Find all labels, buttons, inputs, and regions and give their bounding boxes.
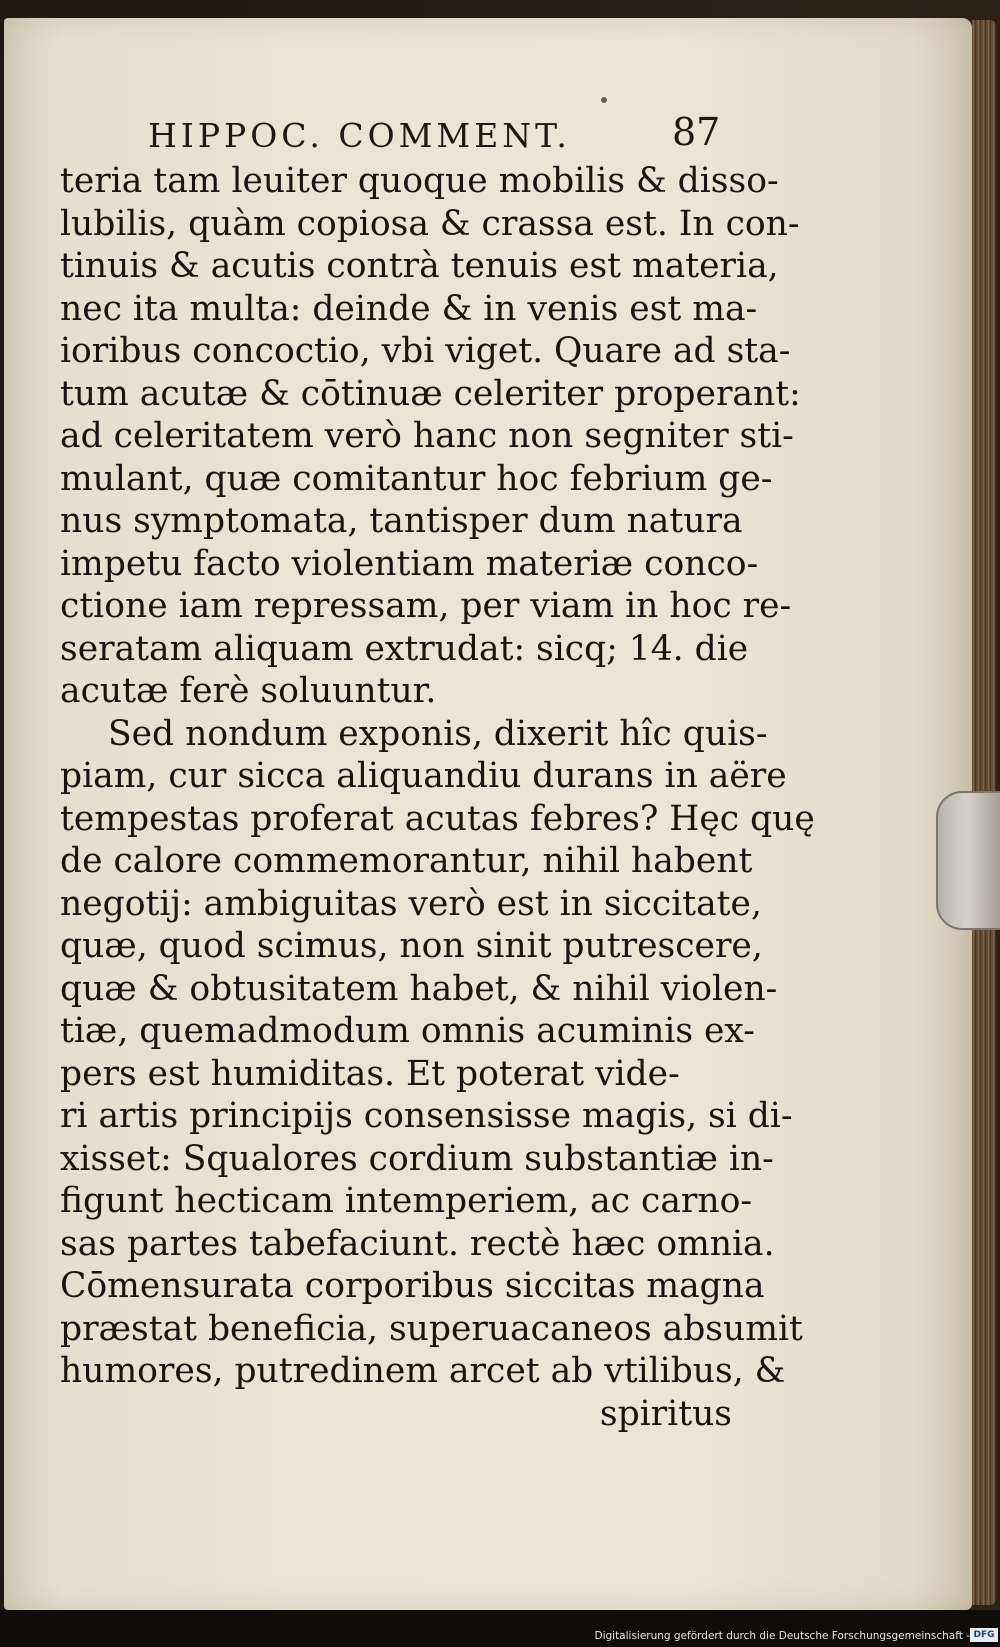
paragraph-start-line: Sed nondum exponis, dixerit hîc quis- <box>108 713 768 754</box>
text-line: quæ, quod scimus, non sinit putrescere, <box>60 926 763 966</box>
text-line: pers est humiditas. Et poterat vide- <box>60 1053 680 1094</box>
text-line: impetu facto violentiam materiæ conco- <box>60 543 759 584</box>
text-line: figunt hecticam intemperiem, ac carno- <box>60 1181 753 1221</box>
text-line: ioribus concoctio, vbi viget. Quare ad sta- <box>60 331 791 371</box>
text-line: teria tam leuiter quoque mobilis & disso- <box>60 161 779 201</box>
page-header <box>148 110 721 162</box>
text-line: ctione iam repressam, per viam in hoc re- <box>60 586 792 626</box>
text-line: seratam aliquam extrudat: sicq; 14. die <box>60 628 749 669</box>
text-line: de calore commemorantur, nihil habent <box>60 841 753 881</box>
text-line: nus symptomata, tantisper dum natura <box>60 501 743 541</box>
text-line: tinuis & acutis contrà tenuis est materia, <box>60 246 779 286</box>
page-clip <box>936 791 1000 930</box>
digitization-credit: Digitalisierung gefördert durch die Deutsche Forschungsgemeinschaft - <box>594 1630 970 1642</box>
text-line: piam, cur sicca aliquandiu durans in aëre <box>60 756 787 796</box>
text-line: acutæ ferè soluuntur. <box>60 671 437 711</box>
text-line: mulant, quæ comitantur hoc febrium ge- <box>60 458 773 499</box>
text-line: xisset: Squalores cordium substantiæ in- <box>60 1138 774 1179</box>
text-line: humores, putredinem arcet ab vtilibus, & <box>60 1351 786 1391</box>
text-line: ri artis principijs consensisse magis, si di- <box>60 1096 793 1136</box>
text-line: tempestas proferat acutas febres? Hęc quę <box>60 798 815 839</box>
text-line: lubilis, quàm copiosa & crassa est. In con- <box>60 203 800 244</box>
body-text <box>60 160 815 1435</box>
text-line: quæ & obtusitatem habet, & nihil violen- <box>60 968 778 1009</box>
text-line: sas partes tabefaciunt. rectè hæc omnia. <box>60 1223 775 1264</box>
page-number: 87 <box>672 110 721 154</box>
catchword: spiritus <box>599 1393 732 1434</box>
text-line: nec ita multa: deinde & in venis est ma- <box>60 288 758 329</box>
dfg-logo: DFG <box>970 1628 998 1642</box>
text-line: Cōmensurata corporibus siccitas magna <box>60 1266 765 1306</box>
text-line: negotij: ambiguitas verò est in siccitate, <box>60 883 762 924</box>
ink-speck <box>601 97 607 103</box>
text-line: ad celeritatem verò hanc non segniter sti- <box>60 416 794 456</box>
running-head: HIPPOC. COMMENT. <box>148 116 571 155</box>
text-line: tum acutæ & cōtinuæ celeriter properant: <box>60 373 801 414</box>
text-line: præstat beneficia, superuacaneos absumit <box>60 1308 803 1349</box>
text-line: tiæ, quemadmodum omnis acuminis ex- <box>60 1011 755 1051</box>
